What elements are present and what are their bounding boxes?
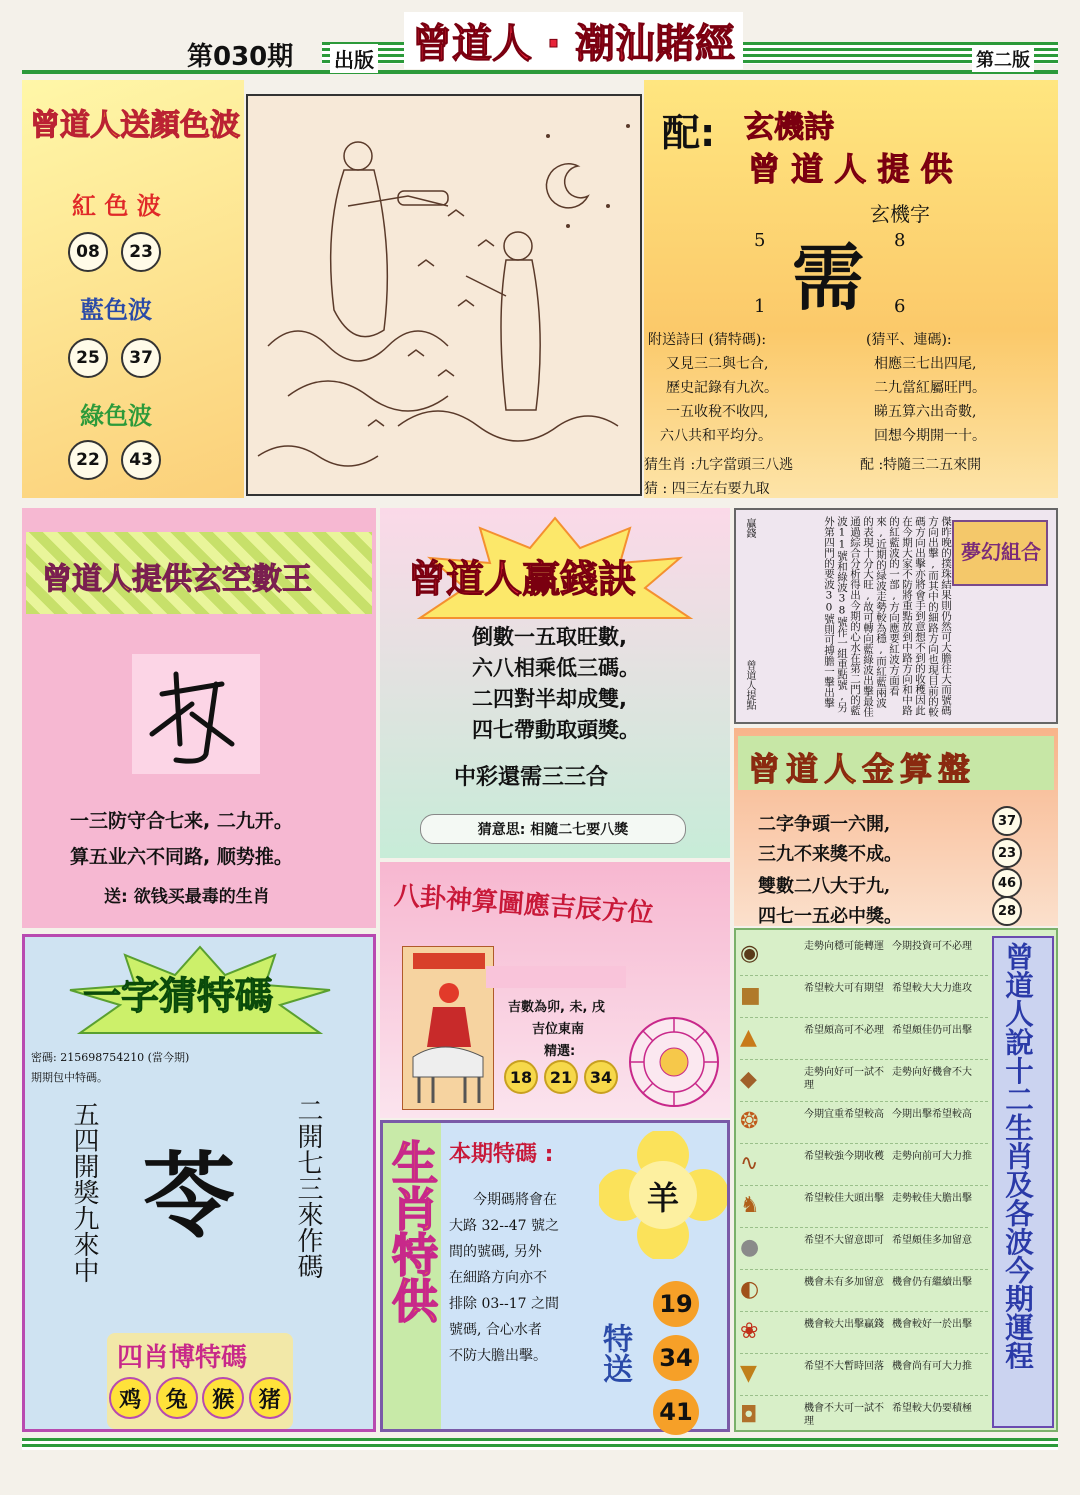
bagua-direction: 吉位東南 <box>532 1022 585 1037</box>
red-number: 08 <box>68 232 108 272</box>
rooster-icon: ❀ <box>740 1319 759 1344</box>
fortune-cell: 希望較大大力進攻 <box>892 983 972 994</box>
fortune-cell: 機會不大可一試不理 <box>804 1403 884 1427</box>
bagua-select-label: 精選: <box>544 1044 576 1059</box>
blue-wave-numbers <box>68 338 161 378</box>
special-numbers <box>653 1281 699 1435</box>
four-zodiac-list <box>107 1377 293 1419</box>
fortune-cell: 希望頗佳多加留意 <box>892 1235 972 1246</box>
fortune-cell: 走勢向穩可能轉運 <box>804 941 884 952</box>
fortune-cell: 希望較強今期收穫 <box>804 1151 884 1162</box>
fortune-row <box>740 1396 988 1437</box>
poem-line: 又見三二與七合, <box>666 356 769 372</box>
goat-icon: ● <box>740 1235 760 1260</box>
bagua-number: 21 <box>544 1060 578 1094</box>
guess-one-title: 一字猜特碼 <box>83 974 274 1018</box>
fortune-cell: 機會較好一於出擊 <box>892 1319 972 1330</box>
guess-zodiac-line: 猜生肖 :九字當頭三八逃 <box>644 457 794 473</box>
fortune-cell: 希望不大留意即可 <box>804 1235 884 1246</box>
abacus-line-text: 三九不来獎不成。 <box>758 844 902 865</box>
body-line: 間的號碼, 另外 <box>449 1244 542 1260</box>
bagua-pink-band <box>486 966 626 988</box>
dream-combo-panel <box>734 508 1058 724</box>
fortune-cell: 機會較大出擊贏錢 <box>804 1319 884 1330</box>
dream-badge <box>952 520 1048 586</box>
xuankong-line: 送: 欲钱买最毒的生肖 <box>104 887 270 907</box>
snake-icon: ∿ <box>740 1151 759 1176</box>
blue-wave-label: 藍色波 <box>80 296 152 324</box>
win-tips-line: 六八相乘低三碼。 <box>472 656 640 680</box>
abacus-line-text: 四七一五必中獎。 <box>758 906 902 927</box>
bagua-title: 八卦神算圖應吉辰方位 <box>393 880 655 930</box>
poem-right-title: (猜平、連碼): <box>866 332 952 348</box>
xuankong-panel <box>22 508 376 928</box>
red-number: 23 <box>121 232 161 272</box>
color-wave-title: 曾道人送顏色波 <box>30 108 240 143</box>
dream-stamp: 贏錢 <box>744 518 755 538</box>
abacus-number: 23 <box>992 838 1022 868</box>
bagua-number: 34 <box>584 1060 618 1094</box>
guess-big-char: 苓 <box>143 1142 236 1250</box>
abacus-line <box>758 840 902 866</box>
zodiac-badge: 猪 <box>249 1377 291 1419</box>
dream-badge-text: 夢幻組合 <box>961 540 1041 564</box>
poem-line: 回想今期開一十。 <box>874 428 986 444</box>
win-tips-line: 二四對半却成雙, <box>472 687 627 711</box>
fortune-panel <box>734 928 1058 1432</box>
guess-left-column: 五四開獎九來中 <box>69 1101 99 1283</box>
fortune-row <box>740 1312 988 1354</box>
header-rule <box>22 70 1058 74</box>
fortune-cell: 今期出擊希望較高 <box>892 1109 972 1120</box>
header-bar <box>22 21 1058 78</box>
guess-right-column: 二開七三來作碼 <box>293 1097 323 1279</box>
dream-text: 傑昨晚的撲珠結果則仍然可大膽往大而號碼方向出擊,而其中的細路方向也現目前的較碼方向出擊亦將會手到意想不到的收穫因此在今期大家不防將重點放到中路方向和中路的紅藍波的一部,方向應要紅波方面看來,近期的緑波走勢較為穩,而紅藍兩波的表現十分大旺,故可轉向藍綠波出擊最佳通過綜合分析得出今期的心水在第二門的藍波11號和綠波38號作一組重點號,另外第四門的要波30號則可搏膽一擊出擊 <box>823 516 952 717</box>
zodiac-badge: 鸡 <box>109 1377 151 1419</box>
warrior-illustration <box>402 946 494 1110</box>
win-tips-line: 四七帶動取頭獎。 <box>472 718 640 742</box>
poem-left-title: 附送詩曰 (猜特碼): <box>648 332 767 348</box>
body-line: 不防大膽出擊。 <box>449 1348 547 1364</box>
dog-icon: ▼ <box>740 1361 757 1386</box>
poem-panel <box>644 80 1058 498</box>
secret-code-note: 密碼: 215698754210 (當今期) <box>31 1051 190 1064</box>
fortune-row <box>740 1270 988 1312</box>
fortune-cell: 機會仍有繼續出擊 <box>892 1277 972 1288</box>
fortune-cell: 機會尚有可大力推 <box>892 1361 972 1372</box>
body-line: 號碼, 合心水者 <box>449 1322 542 1338</box>
win-tips-hint: 猜意思: 相隨二七要八獎 <box>420 814 686 844</box>
win-tips-extra: 中彩還需三三合 <box>454 765 609 790</box>
win-tips-title: 曾道人赢錢訣 <box>408 557 637 601</box>
fortune-cell: 希望較大仍要積極 <box>892 1403 972 1414</box>
period-note: 期期包中特碼。 <box>31 1071 108 1084</box>
poem-line: 相應三七出四尾, <box>874 356 977 372</box>
four-zodiac-title: 四肖博特碼 <box>117 1343 248 1373</box>
win-tips-lines <box>472 622 640 746</box>
fortune-cell: 走勢向前可大力推 <box>892 1151 972 1162</box>
guess-line: 猜 : 四三左右要九取 <box>644 481 770 497</box>
fortune-row <box>740 1354 988 1396</box>
edition-label: 第二版 <box>972 46 1034 72</box>
body-line: 大路 32--47 號之 <box>449 1218 559 1234</box>
fortune-row <box>740 1102 988 1144</box>
fortune-rows <box>740 934 988 1437</box>
corner-number: 5 <box>754 230 766 251</box>
zodiac-badge: 猴 <box>202 1377 244 1419</box>
fortune-cell: 希望頗高可不必理 <box>804 1025 884 1036</box>
rabbit-icon: ◆ <box>740 1067 757 1092</box>
fortune-cell: 走勢較佳大膽出擊 <box>892 1193 972 1204</box>
corner-number: 6 <box>894 296 906 317</box>
green-wave-label: 綠色波 <box>80 402 152 430</box>
bagua-number: 18 <box>504 1060 538 1094</box>
color-wave-panel <box>22 80 244 498</box>
abacus-title-bar <box>738 736 1054 790</box>
special-label: 特送 <box>597 1323 632 1383</box>
poem-line: 睇五算六出奇數, <box>874 404 977 420</box>
abacus-line <box>758 902 902 928</box>
fortune-cell: 希望頗佳仍可出擊 <box>892 1025 972 1036</box>
fortune-cell: 走勢向好機會不大 <box>892 1067 972 1078</box>
fortune-row <box>740 1018 988 1060</box>
guess-one-panel <box>22 934 376 1432</box>
horse-rider-icon <box>403 947 495 1111</box>
pei-line: 配 :特隨三二五來開 <box>860 457 982 473</box>
zodiac-badge: 兔 <box>156 1377 198 1419</box>
fortune-row <box>740 976 988 1018</box>
abacus-line <box>758 810 890 836</box>
poem-line: 一五收稅不收四, <box>666 404 769 420</box>
green-number: 43 <box>121 440 161 480</box>
footer-stripe <box>22 1438 1058 1450</box>
fortune-row <box>740 1144 988 1186</box>
xuankong-line: 算五业六不同路, 顺势推。 <box>70 846 293 868</box>
fortune-row <box>740 1228 988 1270</box>
fortune-cell: 希望較佳大頭出擊 <box>804 1193 884 1204</box>
bagua-lucky: 吉數為卯, 未, 戌 <box>508 1000 605 1015</box>
fortune-cell: 機會未有多加留意 <box>804 1277 884 1288</box>
mystery-char: 需 <box>792 235 865 320</box>
corner-number: 8 <box>894 230 906 251</box>
mystery-char-label: 玄機字 <box>870 202 930 226</box>
horse-icon: ♞ <box>740 1193 760 1218</box>
dream-signature: 曾道人提點 <box>744 660 755 710</box>
bagua-wheel-icon <box>626 1014 722 1110</box>
abacus-line-text: 二字争頭一六開, <box>758 814 891 835</box>
green-number: 22 <box>68 440 108 480</box>
fortune-side-title: 曾道人說十二生肖及各波今期運程 <box>1001 942 1034 1370</box>
ox-icon: ■ <box>740 983 761 1008</box>
zodiac-special-panel <box>380 1120 730 1432</box>
red-wave-label: 紅 色 波 <box>72 192 161 220</box>
fortune-cell: 走勢向好可一試不理 <box>804 1067 884 1091</box>
four-zodiac-box <box>107 1333 293 1429</box>
publish-label: 出版 <box>330 44 378 73</box>
flower-char: 羊 <box>647 1179 680 1217</box>
body-line: 排除 03--17 之間 <box>449 1296 559 1312</box>
abacus-number: 46 <box>992 868 1022 898</box>
poem-subtitle: 玄機詩 <box>744 110 834 145</box>
fortune-cell: 今期投資可不必理 <box>892 941 972 952</box>
special-number: 19 <box>653 1281 699 1327</box>
body-line: 今期碼將會在 <box>473 1192 557 1208</box>
win-tips-line: 倒數一五取旺數, <box>472 625 627 649</box>
issue-number: 第030期 <box>187 42 294 72</box>
xuankong-title: 曾道人提供玄空數王 <box>42 562 312 597</box>
fortune-row <box>740 934 988 976</box>
poem-line: 二九當紅屬旺門。 <box>874 380 986 396</box>
abacus-number: 37 <box>992 806 1022 836</box>
win-tips-panel <box>380 508 730 858</box>
zodiac-special-title: 本期特碼 : <box>449 1142 554 1167</box>
fairy-illustration <box>248 96 640 494</box>
body-line: 在細路方向亦不 <box>449 1270 547 1286</box>
poem-line: 六八共和平均分。 <box>660 428 772 444</box>
fortune-cell: 希望不大暫時回落 <box>804 1361 884 1372</box>
xuankong-line: 一三防守合七来, 二九开。 <box>70 810 293 832</box>
fortune-cell: 希望較大可有期望 <box>804 983 884 994</box>
dragon-icon: ❂ <box>740 1109 759 1134</box>
green-wave-numbers <box>68 440 161 480</box>
fortune-cell: 今期宜重希望較高 <box>804 1109 884 1120</box>
bagua-panel <box>380 862 730 1118</box>
corner-number: 1 <box>754 296 766 317</box>
monkey-icon: ◐ <box>740 1277 760 1302</box>
pig-icon: ◘ <box>740 1403 758 1428</box>
illustration-frame <box>246 94 642 496</box>
tiger-icon: ▲ <box>740 1025 757 1050</box>
red-wave-numbers <box>68 232 161 272</box>
poem-line: 歷史記錄有九次。 <box>666 380 778 396</box>
poem-left-block <box>648 328 838 448</box>
abacus-line <box>758 872 890 898</box>
poem-right-block <box>866 328 1056 448</box>
handwritten-char-box <box>132 654 260 774</box>
zodiac-special-side-title: 生肖特供 <box>385 1139 439 1323</box>
handwritten-char <box>132 654 260 774</box>
abacus-line-text: 雙數二八大于九, <box>758 876 891 897</box>
abacus-number: 28 <box>992 896 1022 926</box>
fortune-row <box>740 1186 988 1228</box>
fortune-side <box>992 936 1054 1428</box>
special-number: 41 <box>653 1389 699 1435</box>
zodiac-special-side <box>383 1123 441 1429</box>
blue-number: 25 <box>68 338 108 378</box>
blue-number: 37 <box>121 338 161 378</box>
bagua-numbers <box>504 1060 618 1094</box>
pei-label: 配: <box>662 111 716 155</box>
special-number: 34 <box>653 1335 699 1381</box>
xuankong-title-banner <box>26 532 372 614</box>
abacus-title: 曾道人金算盤 <box>748 750 977 788</box>
rat-icon: ◉ <box>740 941 760 966</box>
zodiac-special-body <box>449 1187 559 1369</box>
abacus-panel <box>734 728 1058 926</box>
poem-provider: 曾 道 人 提 供 <box>748 150 953 188</box>
fortune-row <box>740 1060 988 1102</box>
newspaper-title: 曾道人 · 潮汕賭經 <box>404 12 743 69</box>
